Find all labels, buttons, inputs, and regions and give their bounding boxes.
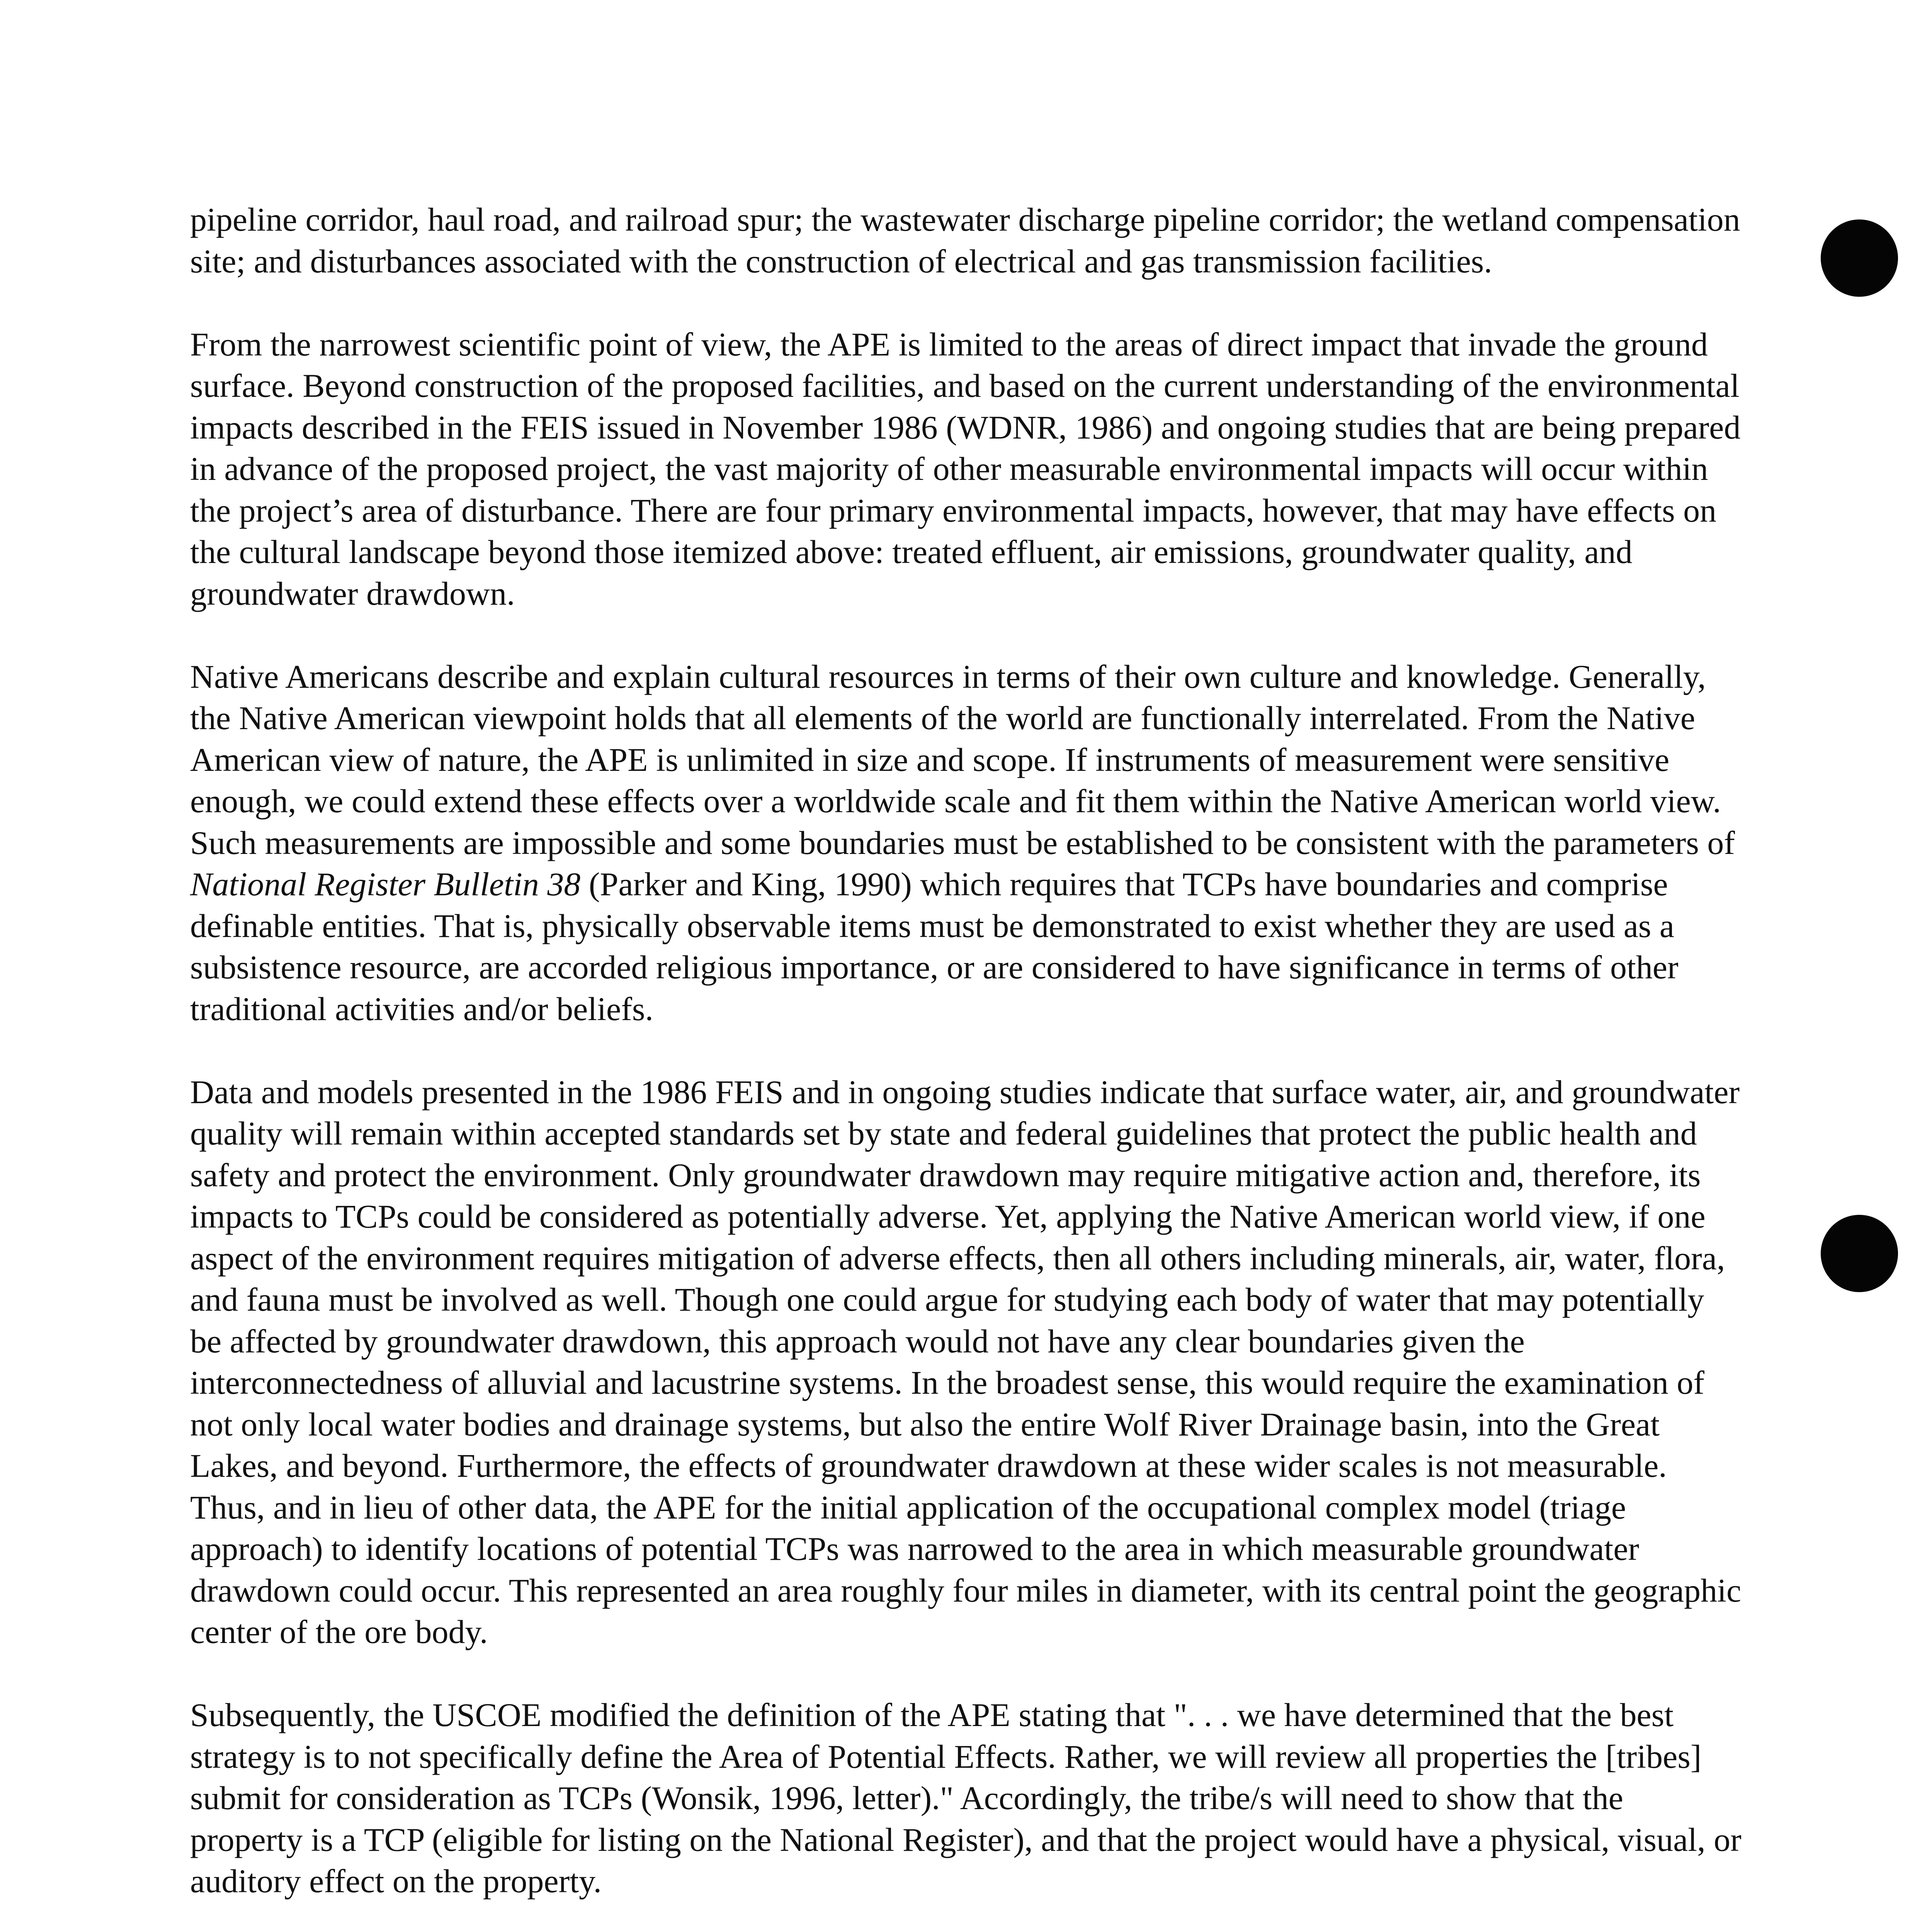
document-body: [190, 199, 1743, 1932]
paragraph-1: pipeline corridor, haul road, and railroad spur; the wastewater discharge pipeline corridor; the wetland compensation site; and disturbances associated with the construction of electrical and gas transmission facilities.: [190, 201, 1740, 280]
revision-marker-dot-1: [1821, 219, 1898, 297]
paragraph-3-text-before: Native Americans describe and explain cultural resources in terms of their own culture and knowledge. Generally, the Native American viewpoint holds that all elements of the world are functionally interrelated. From the Native American view of nature, the APE is unlimited in size and scope. If instruments of measurement were sensitive enough, we could extend these effects over a worldwide scale and fit them within the Native American world view. Such measurements are impossible and some boundaries must be established to be consistent with the parameters of: [190, 658, 1735, 861]
paragraph-5: Subsequently, the USCOE modified the definition of the APE stating that ". . . we have determined that the best strategy is to not specifically define the Area of Potential Effects. Rather, we will review all properties the [tribes] submit for consideration as TCPs (Wonsik, 1996, letter)." Accordingly, the tribe/s will need to show that the property is a TCP (eligible for listing on the National Register), and that the project would have a physical, visual, or auditory effect on the property.: [190, 1696, 1742, 1900]
paragraph-2: From the narrowest scientific point of view, the APE is limited to the areas of direct impact that invade the ground surface. Beyond construction of the proposed facilities, and based on the current understanding of the environmental impacts described in the FEIS issued in November 1986 (WDNR, 1986) and ongoing studies that are being prepared in advance of the proposed project, the vast majority of other measurable environmental impacts will occur within the project’s area of disturbance. There are four primary environmental impacts, however, that may have effects on the cultural landscape beyond those itemized above: treated effluent, air emissions, groundwater quality, and groundwater drawdown.: [190, 325, 1741, 612]
paragraph-3-text-after: (Parker and King, 1990) which requires that TCPs have boundaries and comprise definable entities. That is, physically observable items must be demonstrated to exist whether they are used as a subsistence resource, are accorded religious importance, or are considered to have significance in terms of other traditional activities and/or beliefs.: [190, 866, 1679, 1027]
paragraph-3: [190, 656, 1743, 1030]
paragraph-4: Data and models presented in the 1986 FEIS and in ongoing studies indicate that surface water, air, and groundwater quality will remain within accepted standards set by state and federal guidelines that protect the public health and safety and protect the environment. Only groundwater drawdown may require mitigative action and, therefore, its impacts to TCPs could be considered as potentially adverse. Yet, applying the Native American world view, if one aspect of the environment requires mitigation of adverse effects, then all others including minerals, air, water, flora, and fauna must be involved as well. Though one could argue for studying each body of water that may potentially be affected by groundwater drawdown, this approach would not have any clear boundaries given the interconnectedness of alluvial and lacustrine systems. In the broadest sense, this would require the examination of not only local water bodies and drainage systems, but also the entire Wolf River Drainage basin, into the Great Lakes, and beyond. Furthermore, the effects of groundwater drawdown at these wider scales is not measurable. Thus, and in lieu of other data, the APE for the initial application of the occupational complex model (triage approach) to identify locations of potential TCPs was narrowed to the area in which measurable groundwater drawdown could occur. This represented an area roughly four miles in diameter, with its central point the geographic center of the ore body.: [190, 1073, 1742, 1650]
bulletin-title-italic: National Register Bulletin 38: [190, 866, 581, 903]
revision-marker-dot-2: [1821, 1215, 1898, 1292]
